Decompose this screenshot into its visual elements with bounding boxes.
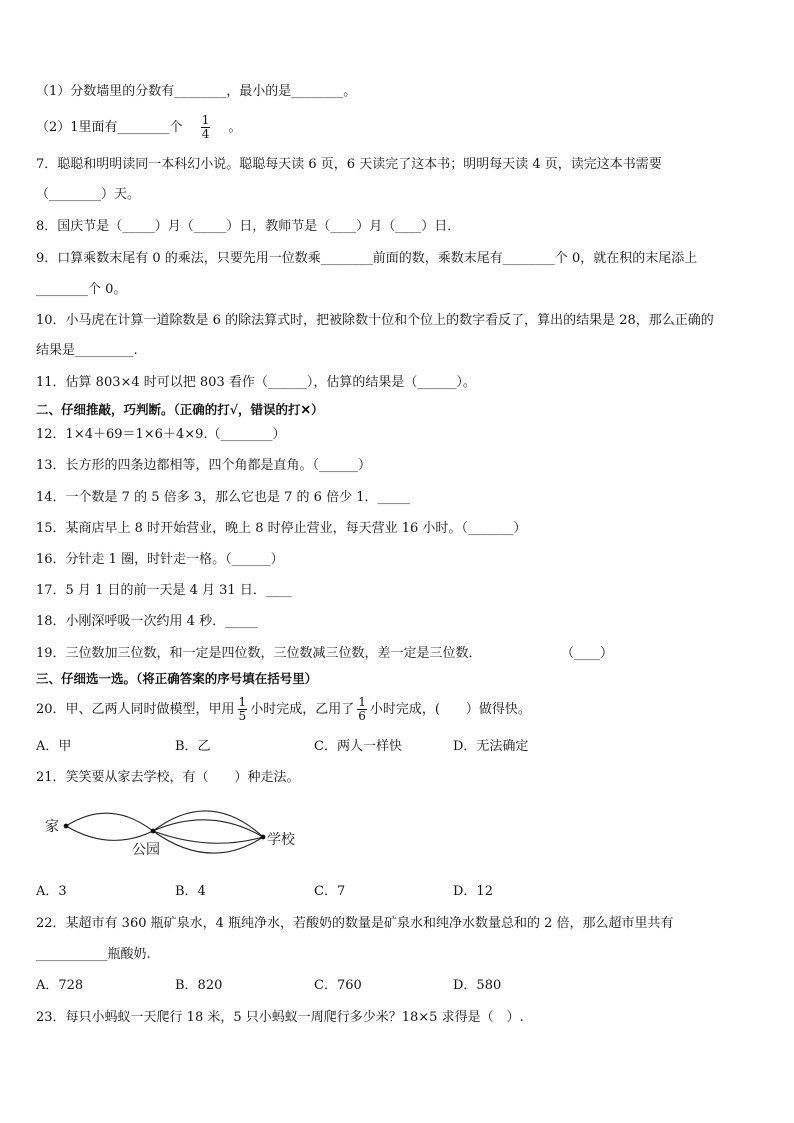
q18: 18．小刚深呼吸一次约用 4 秒．_____ <box>36 614 258 629</box>
q19-answer-blank: （____） <box>561 646 614 661</box>
q21-option-b: B．4 <box>175 884 206 899</box>
q6-2-end: 。 <box>228 120 242 135</box>
park-label: 公园 <box>132 842 160 858</box>
q6-2 <box>36 114 241 141</box>
fraction-one-quarter <box>201 114 211 141</box>
q11: 11．估算 803×4 时可以把 803 看作（______），估算的结果是（______）。 <box>36 375 476 390</box>
q20-text-b: 小时完成，乙用了 <box>250 702 355 717</box>
q20-option-a: A．甲 <box>36 739 72 754</box>
fraction-denominator: 4 <box>201 127 210 141</box>
q16: 16．分针走 1 圈，时针走一格。（______） <box>36 552 284 567</box>
section-two-heading: 二、仔细推敲，巧判断。（正确的打√，错误的打✕） <box>36 402 324 417</box>
q22-option-b: B．820 <box>175 978 223 993</box>
fraction-one-fifth <box>238 696 248 723</box>
q7-line1: 7．聪聪和明明读同一本科幻小说。聪聪每天读 6 页，6 天读完了这本书；明明每天读 4 页，读完这本书需要 <box>36 157 662 172</box>
route-park-school-upper <box>153 820 263 837</box>
fraction-numerator: 1 <box>238 695 247 709</box>
q22-line2: ___________瓶酸奶. <box>36 947 151 962</box>
q10-line1: 10．小马虎在计算一道除数是 6 的除法算式时，把被除数十位和个位上的数字看反了，算出的结果是 28，那么正确的 <box>36 313 714 328</box>
q10-line2: 结果是_________. <box>36 343 138 358</box>
q9-line2: ________个 0。 <box>36 282 127 297</box>
fraction-numerator: 1 <box>201 113 210 127</box>
park-dot <box>151 829 156 834</box>
q12: 12．1×4＋69＝1×6＋4×9.（________） <box>36 427 286 442</box>
q20-text-c: 小时完成，( ）做得快。 <box>369 702 531 717</box>
q22-option-c: C．760 <box>314 978 362 993</box>
q9-line1: 9．口算乘数末尾有 0 的乘法，只要先用一位数乘________前面的数，乘数末尾有________个 0，就在积的末尾添上 <box>36 251 698 266</box>
fraction-denominator: 5 <box>238 709 247 723</box>
q14: 14．一个数是 7 的 5 倍多 3，那么它也是 7 的 6 倍少 1．_____ <box>36 490 410 505</box>
q15: 15．某商店早上 8 时开始营业，晚上 8 时停止营业，每天营业 16 小时。（_______） <box>36 521 527 536</box>
section-three-heading: 三、仔细选一选。（将正确答案的序号填在括号里） <box>36 671 318 686</box>
q20-text-a: 20．甲、乙两人同时做模型，甲用 <box>36 702 235 717</box>
q21: 21．笑笑要从家去学校，有（ ）种走法。 <box>36 770 300 785</box>
home-label: 家 <box>45 819 59 835</box>
q6-2-text: （2）1里面有________个 <box>36 120 183 135</box>
q21-option-d: D．12 <box>453 884 493 899</box>
q20 <box>36 693 531 727</box>
q13: 13．长方形的四条边都相等，四个角都是直角。（______） <box>36 458 372 473</box>
home-dot <box>64 824 69 829</box>
fraction-numerator: 1 <box>358 695 366 709</box>
q22-option-d: D．580 <box>453 978 502 993</box>
route-diagram <box>40 800 310 860</box>
q20-option-d: D．无法确定 <box>453 739 529 754</box>
fraction-one-sixth <box>357 696 367 723</box>
q7-line2: （________）天。 <box>36 187 141 202</box>
q22-line1: 22．某超市有 360 瓶矿泉水，4 瓶纯净水，若酸奶的数量是矿泉水和纯净水数量总和的 2 倍，那么超市里共有 <box>36 916 674 931</box>
school-dot <box>261 835 266 840</box>
route-home-park-upper <box>66 813 153 831</box>
q17: 17．5 月 1 日的前一天是 4 月 31 日．____ <box>36 583 292 598</box>
route-park-school-bottom <box>153 831 263 853</box>
q22-option-a: A．728 <box>36 978 84 993</box>
q8: 8．国庆节是（_____）月（_____）日，教师节是（____）月（____）日． <box>36 219 461 234</box>
fraction-denominator: 6 <box>358 709 366 723</box>
q21-option-c: C．7 <box>314 884 346 899</box>
route-park-school-top <box>153 811 263 837</box>
school-label: 学校 <box>267 832 295 848</box>
q19 <box>36 646 614 662</box>
q20-option-b: B．乙 <box>175 739 211 754</box>
q19-text: 19．三位数加三位数，和一定是四位数，三位数减三位数，差一定是三位数． <box>36 646 482 661</box>
route-home-park-lower <box>66 826 153 840</box>
q23: 23．每只小蚂蚁一天爬行 18 米，5 只小蚂蚁一周爬行多少米？18×5 求得是（ ）. <box>36 1010 524 1025</box>
q20-option-c: C．两人一样快 <box>314 739 402 754</box>
q21-option-a: A．3 <box>36 884 67 899</box>
q6-1: （1）分数墙里的分数有________，最小的是________。 <box>36 84 357 99</box>
